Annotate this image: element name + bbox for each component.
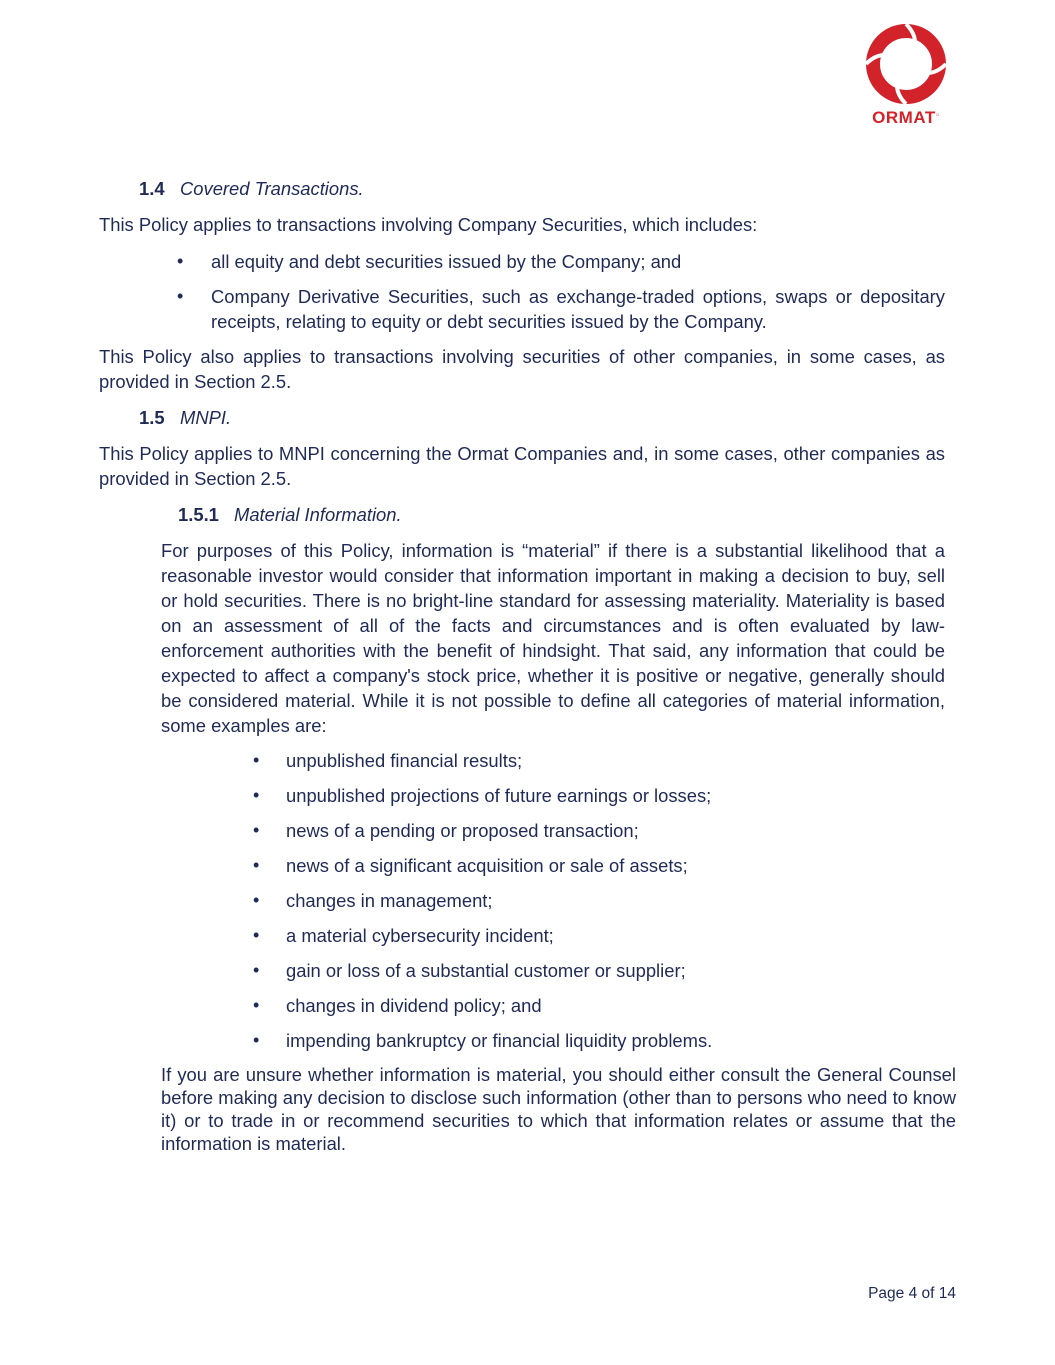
ormat-logo bbox=[858, 22, 954, 140]
document-body bbox=[99, 176, 956, 1155]
covered-securities-list bbox=[99, 249, 945, 334]
list-item: • unpublished projections of future earnings or losses; bbox=[99, 783, 945, 808]
list-item: • changes in dividend policy; and bbox=[99, 993, 945, 1018]
material-information-closing: If you are unsure whether information is material, you should either consult the General Counsel before making any decision to disclose such information (other than to persons who need to know it) or to trade in or recommend securities to which that information relates or assume that the information is material. bbox=[161, 1064, 956, 1154]
list-item: • all equity and debt securities issued by the Company; and bbox=[99, 249, 945, 274]
section-number: 1.5 bbox=[139, 407, 165, 428]
section-1-5-heading bbox=[99, 405, 945, 430]
section-1-4-heading bbox=[99, 176, 945, 201]
section-1-4-after: This Policy also applies to transactions involving securities of other companies, in some cases, as provided in Section 2.5. bbox=[99, 346, 945, 392]
list-item: • a material cybersecurity incident; bbox=[99, 923, 945, 948]
list-item: • news of a significant acquisition or sale of assets; bbox=[99, 853, 945, 878]
section-1-5-intro: This Policy applies to MNPI concerning the Ormat Companies and, in some cases, other companies as provided in Section 2.5. bbox=[99, 443, 945, 489]
list-item: • unpublished financial results; bbox=[99, 748, 945, 773]
logo-wordmark: ORMAT○ bbox=[872, 108, 940, 127]
section-title: Covered Transactions. bbox=[180, 178, 364, 199]
ormat-logo-icon bbox=[864, 22, 948, 106]
section-1-4-intro: This Policy applies to transactions involving Company Securities, which includes: bbox=[99, 214, 758, 235]
section-number: 1.5.1 bbox=[178, 504, 219, 525]
list-item: • gain or loss of a substantial customer or supplier; bbox=[99, 958, 945, 983]
section-1-5-1-heading bbox=[99, 502, 945, 527]
list-item: • impending bankruptcy or financial liquidity problems. bbox=[99, 1028, 945, 1053]
list-item: • Company Derivative Securities, such as exchange-traded options, swaps or depositary receipts, relating to equity or debt securities issued by the Company. bbox=[99, 284, 945, 334]
section-number: 1.4 bbox=[139, 178, 165, 199]
list-item: • news of a pending or proposed transaction; bbox=[99, 818, 945, 843]
page-number: Page 4 of 14 bbox=[868, 1285, 956, 1302]
material-examples-list bbox=[99, 748, 945, 1053]
section-title: Material Information. bbox=[234, 504, 402, 525]
list-item: • changes in management; bbox=[99, 888, 945, 913]
material-information-body: For purposes of this Policy, information is “material” if there is a substantial likelihood that a reasonable investor would consider that information important in making a decision to buy, sell or hold securities. There is no bright-line standard for assessing materiality. Materiality is based on an assessment of all of the facts and circumstances and is often evaluated by law-enforcement authorities with the benefit of hindsight. That said, any information that could be expected to affect a company's stock price, whether it is positive or negative, generally should be considered material. While it is not possible to define all categories of material information, some examples are: bbox=[161, 540, 945, 736]
section-title: MNPI. bbox=[180, 407, 232, 428]
